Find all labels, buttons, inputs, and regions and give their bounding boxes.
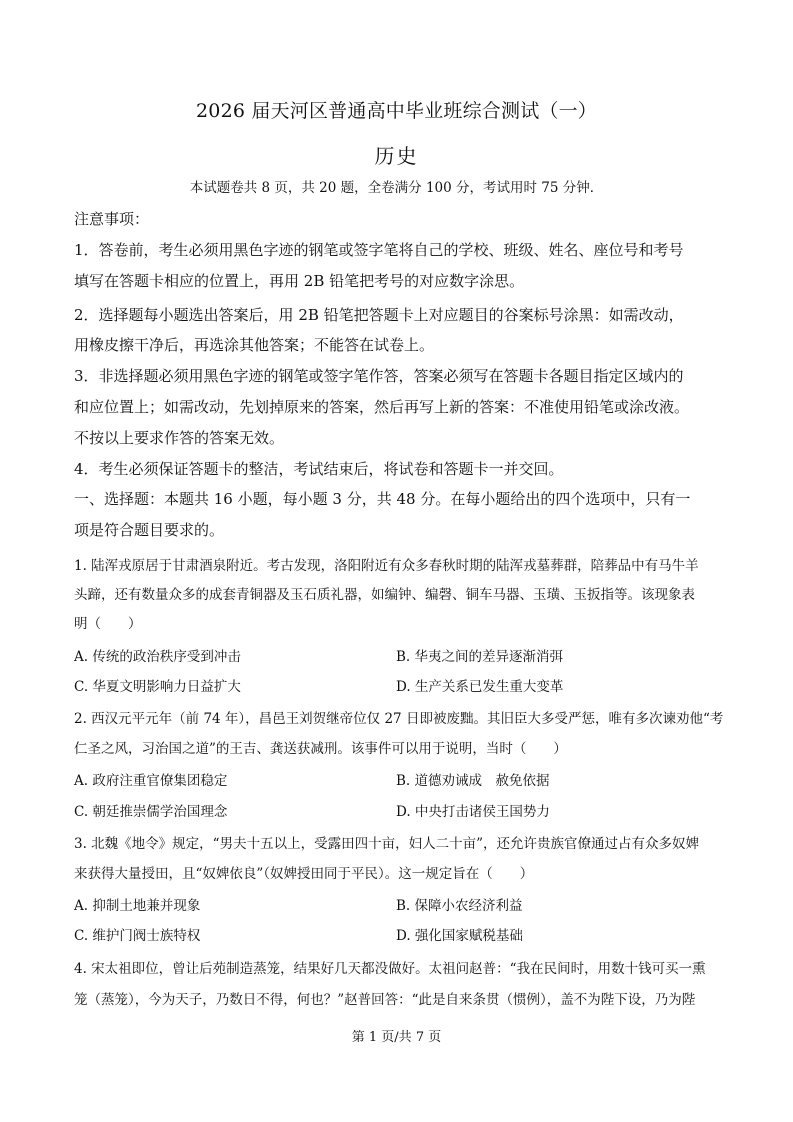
question-2-option-a: A. 政府注重官僚集团稳定 (74, 773, 228, 789)
question-4-stem: 4. 宋太祖即位，曾让后苑制造蒸笼，结果好几天都没做好。太祖问赵普：“我在民间时，用数十钱可买一熏 (74, 961, 706, 977)
notice-line: 和应位置上；如需改动，先划掉原来的答案，然后再写上新的答案：不准使用铅笔或涂改液。 (74, 398, 690, 416)
question-1-option-a: A. 传统的政治秩序受到冲击 (74, 649, 241, 665)
notice-line: 3．非选择题必须用黑色字迹的钢笔或签字笔作答，答案必须写在答题卡各题目指定区域内的 (74, 367, 684, 385)
question-1-option-b: B. 华夷之间的差异逐渐消弭 (396, 649, 564, 665)
notice-line: 4．考生必须保证答题卡的整洁，考试结束后，将试卷和答题卡一并交回。 (74, 460, 564, 478)
exam-title: 2026 届天河区普通高中毕业班综合测试（一） (196, 100, 597, 122)
question-1-stem: 1. 陆浑戎原居于甘肃酒泉附近。考古发现，洛阳附近有众多春秋时期的陆浑戎墓葬群，陪葬品中有马牛羊 (74, 558, 699, 574)
question-3-option-c: C. 维护门阀士族特权 (74, 928, 201, 944)
subject-title: 历史 (374, 144, 419, 168)
question-1-option-d: D. 生产关系已发生重大变革 (396, 679, 564, 695)
question-3-stem: 来获得大量授田，且“奴婢依良”（奴婢授田同于平民）。这一规定旨在（ ） (74, 866, 534, 882)
question-3-option-b: B. 保障小农经济利益 (396, 898, 523, 914)
question-2-option-d: D. 中央打击诸侯王国势力 (396, 804, 550, 820)
question-2-stem: 2. 西汉元平元年（前 74 年），昌邑王刘贺继帝位仅 27 日即被废黜。其旧臣大多受严惩，唯有多次谏劝他“考 (74, 711, 724, 727)
exam-info: 本试题卷共 8 页，共 20 题，全卷满分 100 分，考试用时 75 分钟． (189, 180, 604, 196)
question-2-stem: 仁圣之风，习治国之道”的王吉、龚送获减刑。该事件可以用于说明，当时（ ） (74, 741, 567, 757)
question-3-option-a: A. 抑制土地兼并现象 (74, 898, 201, 914)
notice-heading: 注意事项： (74, 210, 150, 228)
notice-line: 2．选择题每小题选出答案后，用 2B 铅笔把答题卡上对应题目的谷案标号涂黑：如需改动， (74, 306, 684, 324)
question-4-stem: 笼（蒸笼），今为天子，乃数日不得，何也？”赵普回答：“此是自来条贯（惯例），盖不为陛下设，乃为陛 (74, 992, 696, 1008)
question-1-option-c: C. 华夏文明影响力日益扩大 (74, 679, 241, 695)
section-heading: 项是符合题目要求的。 (74, 521, 225, 539)
section-heading: 一、选择题：本题共 16 小题，每小题 3 分，共 48 分。在每小题给出的四个选项中，只有一 (74, 490, 691, 508)
question-3-option-d: D. 强化国家赋税基础 (396, 928, 523, 944)
question-1-stem: 明（ ） (74, 616, 142, 632)
notice-line: 用橡皮擦干净后，再选涂其他答案；不能答在试卷上。 (74, 336, 435, 354)
question-1-stem: 头蹄，还有数量众多的成套青铜器及玉石质礼器，如编钟、编磬、铜车马器、玉璜、玉扳指等。该现象表 (74, 587, 695, 603)
page-footer: 第 1 页/共 7 页 (351, 1030, 442, 1045)
notice-line: 1．答卷前，考生必须用黑色字迹的钢笔或签字笔将自己的学校、班级、姓名、座位号和考号 (74, 241, 684, 259)
question-3-stem: 3. 北魏《地令》规定，“男夫十五以上，受露田四十亩，妇人二十亩”，还允许贵族官僚通过占有众多奴婢 (74, 836, 699, 852)
question-2-option-c: C. 朝廷推崇儒学治国理念 (74, 804, 228, 820)
notice-line: 填写在答题卡相应的位置上，再用 2B 铅笔把考号的对应数字涂思。 (74, 272, 525, 290)
notice-line: 不按以上要求作答的答案无效。 (74, 429, 285, 447)
question-2-option-b: B. 道德劝诫成 赦免依据 (396, 773, 550, 789)
